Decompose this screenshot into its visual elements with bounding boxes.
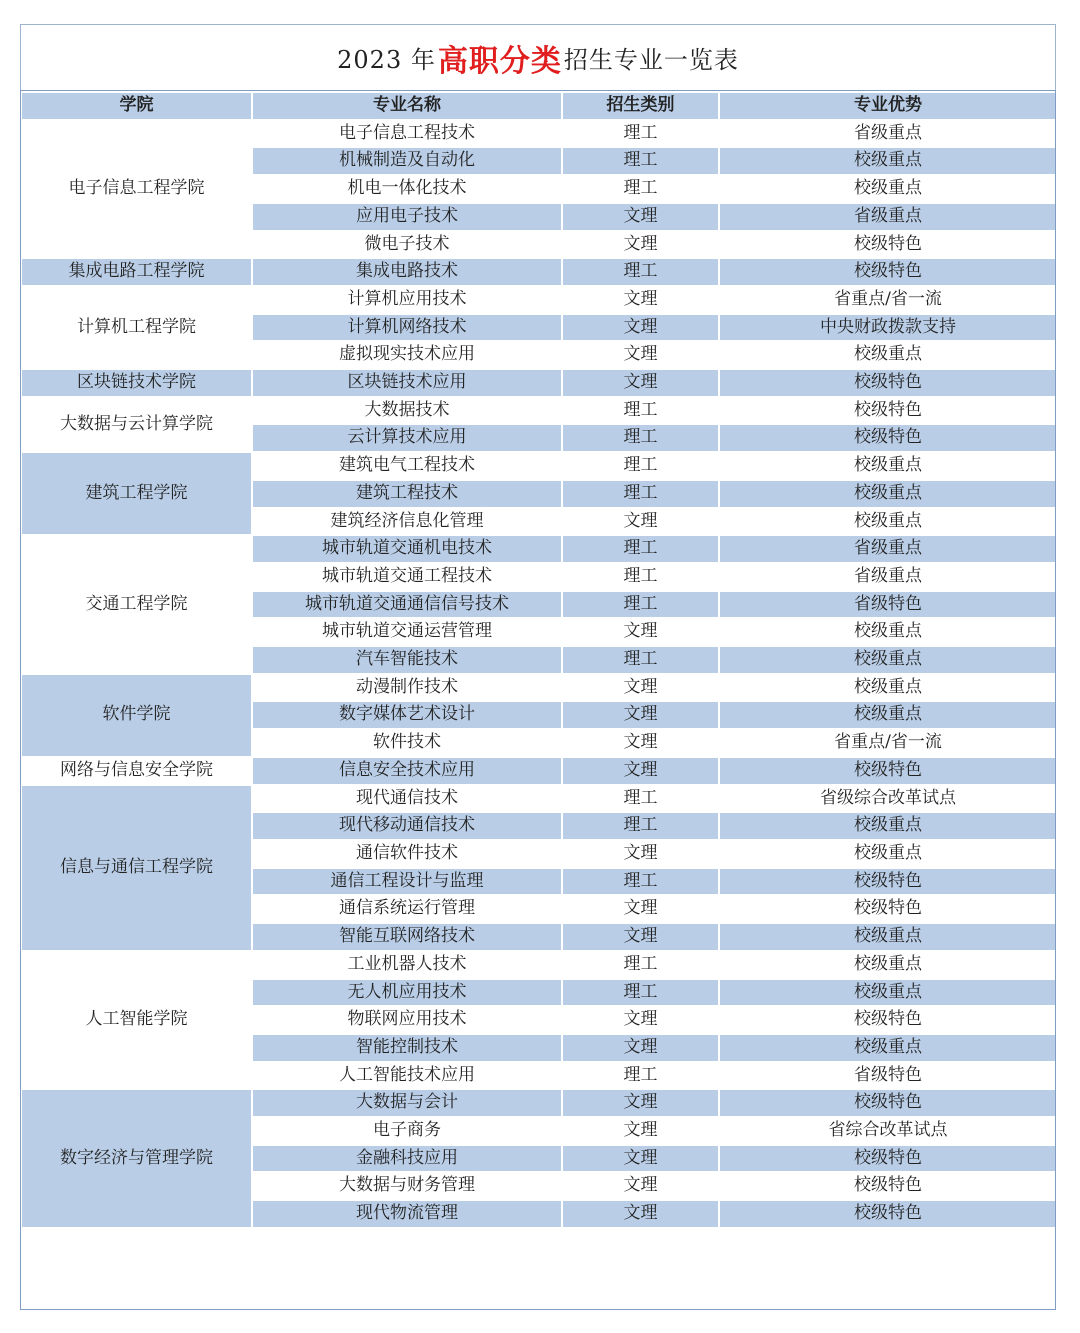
college-cell: 建筑工程学院 <box>21 452 252 535</box>
major-name-cell: 大数据与财务管理 <box>252 1172 562 1200</box>
category-cell: 理工 <box>562 646 719 674</box>
major-list-sheet <box>20 24 1056 1229</box>
college-cell: 电子信息工程学院 <box>21 120 252 259</box>
college-cell: 大数据与云计算学院 <box>21 397 252 452</box>
major-name-cell: 机电一体化技术 <box>252 175 562 203</box>
college-cell: 人工智能学院 <box>21 951 252 1090</box>
major-name-cell: 虚拟现实技术应用 <box>252 341 562 369</box>
college-cell: 数字经济与管理学院 <box>21 1089 252 1228</box>
table-row <box>21 397 1057 425</box>
college-cell: 集成电路工程学院 <box>21 258 252 286</box>
major-name-cell: 现代移动通信技术 <box>252 812 562 840</box>
major-name-cell: 建筑电气工程技术 <box>252 452 562 480</box>
major-name-cell: 通信系统运行管理 <box>252 895 562 923</box>
advantage-cell: 校级重点 <box>719 840 1057 868</box>
category-cell: 文理 <box>562 314 719 342</box>
category-cell: 理工 <box>562 563 719 591</box>
category-cell: 文理 <box>562 1006 719 1034</box>
advantage-cell: 校级重点 <box>719 1034 1057 1062</box>
advantage-cell: 校级重点 <box>719 341 1057 369</box>
major-name-cell: 电子信息工程技术 <box>252 120 562 148</box>
major-name-cell: 智能控制技术 <box>252 1034 562 1062</box>
advantage-cell: 省级重点 <box>719 120 1057 148</box>
category-cell: 文理 <box>562 674 719 702</box>
major-name-cell: 云计算技术应用 <box>252 424 562 452</box>
advantage-cell: 校级特色 <box>719 231 1057 259</box>
table-row <box>21 951 1057 979</box>
college-cell: 软件学院 <box>21 674 252 757</box>
category-cell: 理工 <box>562 397 719 425</box>
advantage-cell: 省级重点 <box>719 563 1057 591</box>
category-cell: 文理 <box>562 508 719 536</box>
category-cell: 理工 <box>562 147 719 175</box>
category-cell: 理工 <box>562 785 719 813</box>
category-cell: 文理 <box>562 729 719 757</box>
major-name-cell: 智能互联网络技术 <box>252 923 562 951</box>
header-row <box>21 92 1057 120</box>
major-name-cell: 机械制造及自动化 <box>252 147 562 175</box>
major-name-cell: 软件技术 <box>252 729 562 757</box>
major-name-cell: 区块链技术应用 <box>252 369 562 397</box>
major-name-cell: 应用电子技术 <box>252 203 562 231</box>
advantage-cell: 校级特色 <box>719 895 1057 923</box>
table-row <box>21 535 1057 563</box>
table-title <box>20 24 1056 90</box>
major-name-cell: 工业机器人技术 <box>252 951 562 979</box>
category-cell: 文理 <box>562 1145 719 1173</box>
college-cell: 区块链技术学院 <box>21 369 252 397</box>
category-cell: 文理 <box>562 895 719 923</box>
advantage-cell: 校级重点 <box>719 812 1057 840</box>
major-table <box>20 90 1058 1229</box>
advantage-cell: 省级综合改革试点 <box>719 785 1057 813</box>
category-cell: 理工 <box>562 812 719 840</box>
major-name-cell: 微电子技术 <box>252 231 562 259</box>
advantage-cell: 校级特色 <box>719 369 1057 397</box>
table-row <box>21 258 1057 286</box>
major-name-cell: 城市轨道交通工程技术 <box>252 563 562 591</box>
advantage-cell: 校级重点 <box>719 618 1057 646</box>
major-name-cell: 汽车智能技术 <box>252 646 562 674</box>
category-cell: 文理 <box>562 840 719 868</box>
header-category: 招生类别 <box>562 92 719 120</box>
advantage-cell: 省级特色 <box>719 1062 1057 1090</box>
category-cell: 文理 <box>562 231 719 259</box>
category-cell: 理工 <box>562 868 719 896</box>
advantage-cell: 省综合改革试点 <box>719 1117 1057 1145</box>
advantage-cell: 校级重点 <box>719 147 1057 175</box>
major-name-cell: 通信工程设计与监理 <box>252 868 562 896</box>
major-name-cell: 计算机应用技术 <box>252 286 562 314</box>
major-name-cell: 城市轨道交通机电技术 <box>252 535 562 563</box>
advantage-cell: 校级特色 <box>719 1145 1057 1173</box>
category-cell: 理工 <box>562 951 719 979</box>
category-cell: 理工 <box>562 1062 719 1090</box>
advantage-cell: 校级特色 <box>719 397 1057 425</box>
category-cell: 理工 <box>562 480 719 508</box>
category-cell: 理工 <box>562 535 719 563</box>
major-name-cell: 建筑经济信息化管理 <box>252 508 562 536</box>
major-name-cell: 金融科技应用 <box>252 1145 562 1173</box>
college-cell: 信息与通信工程学院 <box>21 785 252 951</box>
major-name-cell: 信息安全技术应用 <box>252 757 562 785</box>
category-cell: 文理 <box>562 1172 719 1200</box>
table-row <box>21 785 1057 813</box>
advantage-cell: 省级重点 <box>719 535 1057 563</box>
major-name-cell: 物联网应用技术 <box>252 1006 562 1034</box>
advantage-cell: 校级特色 <box>719 1172 1057 1200</box>
category-cell: 文理 <box>562 757 719 785</box>
category-cell: 理工 <box>562 979 719 1007</box>
advantage-cell: 校级重点 <box>719 674 1057 702</box>
category-cell: 文理 <box>562 923 719 951</box>
title-suffix: 招生专业一览表 <box>563 46 739 74</box>
advantage-cell: 校级重点 <box>719 480 1057 508</box>
major-name-cell: 建筑工程技术 <box>252 480 562 508</box>
advantage-cell: 校级重点 <box>719 979 1057 1007</box>
category-cell: 理工 <box>562 452 719 480</box>
advantage-cell: 校级特色 <box>719 868 1057 896</box>
title-highlight: 高职分类 <box>437 43 562 79</box>
category-cell: 文理 <box>562 1034 719 1062</box>
major-name-cell: 现代通信技术 <box>252 785 562 813</box>
category-cell: 文理 <box>562 286 719 314</box>
category-cell: 理工 <box>562 591 719 619</box>
table-row <box>21 757 1057 785</box>
category-cell: 文理 <box>562 1117 719 1145</box>
college-cell: 计算机工程学院 <box>21 286 252 369</box>
advantage-cell: 中央财政拨款支持 <box>719 314 1057 342</box>
college-cell: 网络与信息安全学院 <box>21 757 252 785</box>
major-name-cell: 数字媒体艺术设计 <box>252 701 562 729</box>
category-cell: 理工 <box>562 175 719 203</box>
category-cell: 文理 <box>562 203 719 231</box>
table-row <box>21 286 1057 314</box>
major-name-cell: 大数据与会计 <box>252 1089 562 1117</box>
header-major-name: 专业名称 <box>252 92 562 120</box>
category-cell: 理工 <box>562 424 719 452</box>
advantage-cell: 校级重点 <box>719 701 1057 729</box>
advantage-cell: 校级重点 <box>719 646 1057 674</box>
advantage-cell: 省重点/省一流 <box>719 286 1057 314</box>
advantage-cell: 校级重点 <box>719 923 1057 951</box>
advantage-cell: 校级重点 <box>719 452 1057 480</box>
category-cell: 文理 <box>562 1089 719 1117</box>
major-name-cell: 集成电路技术 <box>252 258 562 286</box>
table-row <box>21 1089 1057 1117</box>
category-cell: 文理 <box>562 701 719 729</box>
advantage-cell: 校级特色 <box>719 258 1057 286</box>
header-college: 学院 <box>21 92 252 120</box>
advantage-cell: 省重点/省一流 <box>719 729 1057 757</box>
major-name-cell: 大数据技术 <box>252 397 562 425</box>
table-row <box>21 369 1057 397</box>
major-name-cell: 通信软件技术 <box>252 840 562 868</box>
college-cell: 交通工程学院 <box>21 535 252 674</box>
table-row <box>21 452 1057 480</box>
major-name-cell: 城市轨道交通运营管理 <box>252 618 562 646</box>
major-name-cell: 人工智能技术应用 <box>252 1062 562 1090</box>
title-prefix: 2023 年 <box>337 46 436 74</box>
category-cell: 文理 <box>562 1200 719 1228</box>
advantage-cell: 校级特色 <box>719 757 1057 785</box>
advantage-cell: 校级重点 <box>719 508 1057 536</box>
major-name-cell: 电子商务 <box>252 1117 562 1145</box>
advantage-cell: 校级重点 <box>719 175 1057 203</box>
table-row <box>21 674 1057 702</box>
advantage-cell: 校级特色 <box>719 1006 1057 1034</box>
advantage-cell: 校级重点 <box>719 951 1057 979</box>
major-name-cell: 无人机应用技术 <box>252 979 562 1007</box>
category-cell: 文理 <box>562 618 719 646</box>
advantage-cell: 校级特色 <box>719 1200 1057 1228</box>
header-advantage: 专业优势 <box>719 92 1057 120</box>
category-cell: 文理 <box>562 369 719 397</box>
advantage-cell: 校级特色 <box>719 1089 1057 1117</box>
advantage-cell: 校级特色 <box>719 424 1057 452</box>
major-name-cell: 动漫制作技术 <box>252 674 562 702</box>
category-cell: 理工 <box>562 258 719 286</box>
category-cell: 理工 <box>562 120 719 148</box>
major-name-cell: 计算机网络技术 <box>252 314 562 342</box>
category-cell: 文理 <box>562 341 719 369</box>
major-name-cell: 现代物流管理 <box>252 1200 562 1228</box>
table-body <box>21 120 1057 1228</box>
advantage-cell: 省级重点 <box>719 203 1057 231</box>
major-name-cell: 城市轨道交通通信信号技术 <box>252 591 562 619</box>
advantage-cell: 省级特色 <box>719 591 1057 619</box>
table-row <box>21 120 1057 148</box>
